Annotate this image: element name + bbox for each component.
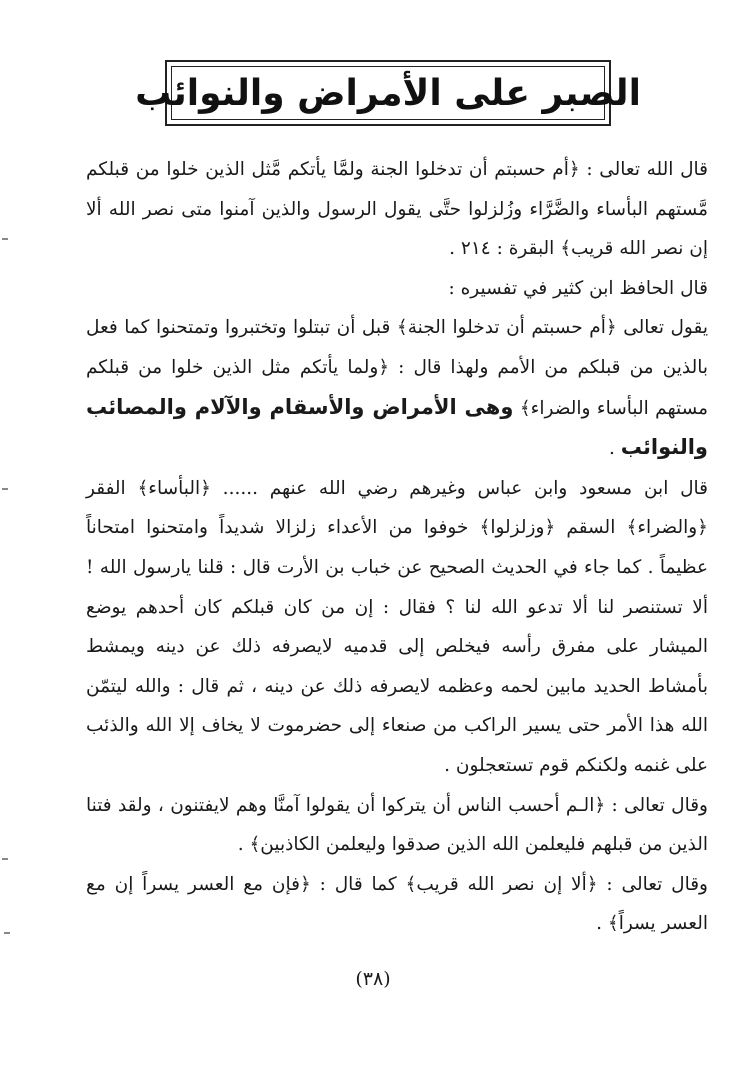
paragraph-verse-sharh: وقال تعالى : ﴿ألا إن نصر الله قريب﴾ كما قال : ﴿فإن مع العسر يسراً إن مع العسر يسراً﴾ . [86, 873, 708, 935]
margin-mark [2, 238, 8, 240]
margin-mark [4, 932, 10, 934]
paragraph-verse-ankabut: وقال تعالى : ﴿الـم أحسب الناس أن يتركوا أن يقولوا آمنَّا وهم لايفتنون ، ولقد فتنا الذين من قبلهم فليعلمن الله الذين صدقوا وليعلمن الكاذبين﴾ . [86, 794, 708, 856]
tafsir-end: . [609, 438, 621, 460]
paragraph-verse-baqarah: قال الله تعالى : ﴿أم حسبتم أن تدخلوا الجنة ولمَّا يأتكم مَّثل الذين خلوا من قبلكم مَّستهم البأساء والضَّرَّاء وزُلزلوا حتَّى يقول الرسول والذين آمنوا متى نصر الله ألا إن نصر الله قريب﴾ البقرة : ٢١٤ . [86, 159, 708, 260]
title-inner-frame [135, 66, 641, 120]
paragraph-tafsir [86, 308, 708, 468]
paragraph-ibn-kathir-intro: قال الحافظ ابن كثير في تفسيره : [448, 277, 708, 299]
title-frame [135, 60, 641, 126]
page-title: الصبر على الأمراض والنوائب [135, 72, 641, 114]
margin-mark [2, 858, 8, 860]
tafsir-bold-phrase: وهى الأمراض والأسقام والآلام والمصائب والنوائب [86, 394, 708, 460]
paragraph-ibn-masud: قال ابن مسعود وابن عباس وغيرهم رضي الله عنهم ...... ﴿البأساء﴾ الفقر ﴿والضراء﴾ السقم ﴿وزلزلوا﴾ خوفوا من الأعداء زلزالا شديداً وامتحنوا امتحاناً عظيماً . كما جاء في الحديث الصحيح عن خباب بن الأرت قال : قلنا يارسول الله ! ألا تستنصر لنا ألا تدعو الله لنا ؟ فقال : إن من كان قبلكم كان أحدهم يوضع الميشار على مفرق رأسه فيخلص إلى قدميه لايصرفه ذلك عن دينه ويمشط بأمشاط الحديد مابين لحمه وعظمه لايصرفه ذلك عن دينه ، ثم قال : والله ليتمّن الله هذا الأمر حتى يسير الراكب من صنعاء إلى حضرموت لا يخاف إلا الله والذئب على غنمه ولكنكم قوم تستعجلون . [86, 477, 708, 776]
body-text [86, 150, 708, 944]
margin-mark [2, 488, 8, 490]
tafsir-text: يقول تعالى ﴿أم حسبتم أن تدخلوا الجنة﴾ قبل أن تبتلوا وتختبروا وتمتحنوا كما فعل بالذين من قبلكم من الأمم ولهذا قال : ﴿ولما يأتكم مثل الذين خلوا من قبلكم مستهم البأساء والضراء﴾ [86, 317, 708, 419]
page-number: (٣٨) [355, 968, 391, 990]
